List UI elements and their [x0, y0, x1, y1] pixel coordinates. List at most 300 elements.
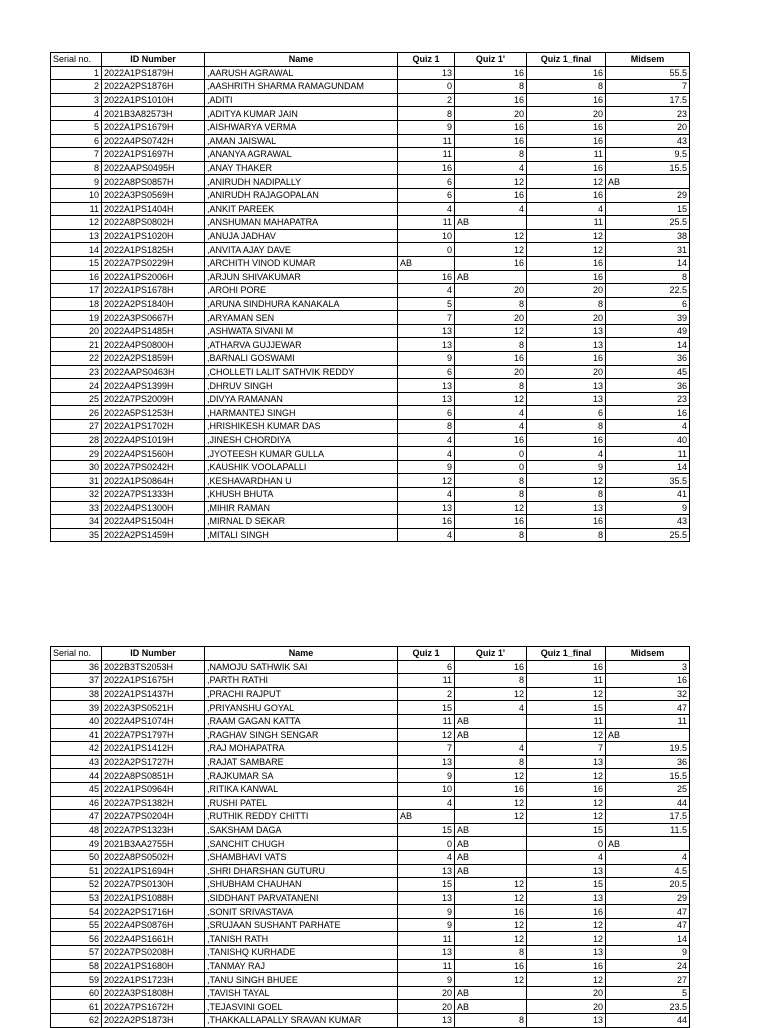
serial-cell: 6 — [51, 134, 102, 148]
midsem-cell: 25 — [606, 782, 690, 796]
name-cell: ,ASHWATA SIVANI M — [205, 324, 398, 338]
id-number-cell: 2022A7PS1382H — [102, 796, 205, 810]
id-number-cell: 2022A7PS0208H — [102, 946, 205, 960]
table-row — [51, 810, 690, 824]
id-number-cell: 2022A1PS1694H — [102, 864, 205, 878]
quiz1-final-cell: 16 — [527, 905, 606, 919]
serial-cell: 37 — [51, 674, 102, 688]
midsem-cell: 36 — [606, 755, 690, 769]
id-number-cell: 2022A1PS1088H — [102, 891, 205, 905]
quiz1-prime-cell: 8 — [455, 80, 527, 94]
id-number-cell: 2022A2PS1876H — [102, 80, 205, 94]
table-row — [51, 284, 690, 298]
quiz1-final-cell: 4 — [527, 447, 606, 461]
id-number-cell: 2022A7PS1672H — [102, 1000, 205, 1014]
quiz1-prime-cell: AB — [455, 986, 527, 1000]
quiz1-cell: 4 — [398, 528, 455, 542]
midsem-cell: 43 — [606, 134, 690, 148]
id-number-cell: 2022AAPS0463H — [102, 365, 205, 379]
serial-cell: 9 — [51, 175, 102, 189]
quiz1-cell: 4 — [398, 202, 455, 216]
name-cell: ,SHAMBHAVI VATS — [205, 850, 398, 864]
name-cell: ,SHRI DHARSHAN GUTURU — [205, 864, 398, 878]
midsem-cell: 4.5 — [606, 864, 690, 878]
quiz1-prime-cell: 8 — [455, 488, 527, 502]
quiz1-cell: 20 — [398, 1000, 455, 1014]
serial-cell: 2 — [51, 80, 102, 94]
quiz1-cell: 11 — [398, 959, 455, 973]
quiz1-final-cell: 16 — [527, 660, 606, 674]
name-cell: ,NAMOJU SATHWIK SAI — [205, 660, 398, 674]
quiz1-cell: 16 — [398, 161, 455, 175]
quiz1-cell: AB — [398, 810, 455, 824]
name-cell: ,RAGHAV SINGH SENGAR — [205, 728, 398, 742]
id-number-cell: 2022A4PS1399H — [102, 379, 205, 393]
midsem-cell: 38 — [606, 229, 690, 243]
quiz1-prime-cell: 12 — [455, 973, 527, 987]
midsem-cell: 14 — [606, 338, 690, 352]
quiz1-cell: 4 — [398, 796, 455, 810]
midsem-cell: 43 — [606, 515, 690, 529]
table-row — [51, 932, 690, 946]
name-cell: ,SANCHIT CHUGH — [205, 837, 398, 851]
id-number-cell: 2022A2PS1459H — [102, 528, 205, 542]
table-row — [51, 392, 690, 406]
quiz1-final-header: Quiz 1_final — [527, 647, 606, 661]
id-number-cell: 2022A4PS0742H — [102, 134, 205, 148]
quiz1-prime-cell: 16 — [455, 66, 527, 80]
name-cell: ,AASHRITH SHARMA RAMAGUNDAM — [205, 80, 398, 94]
id-number-cell: 2022A1PS1697H — [102, 148, 205, 162]
id-number-cell: 2022B3TS2053H — [102, 660, 205, 674]
midsem-cell: 14 — [606, 256, 690, 270]
name-cell: ,AISHWARYA VERMA — [205, 120, 398, 134]
quiz1-prime-cell: 16 — [455, 188, 527, 202]
quiz1-cell: 6 — [398, 660, 455, 674]
quiz1-prime-cell: 16 — [455, 959, 527, 973]
midsem-cell: AB — [606, 837, 690, 851]
serial-cell: 31 — [51, 474, 102, 488]
id-number-cell: 2022A8PS0851H — [102, 769, 205, 783]
serial-cell: 27 — [51, 420, 102, 434]
serial-cell: 48 — [51, 823, 102, 837]
midsem-cell: 15 — [606, 202, 690, 216]
quiz1-prime-cell: 4 — [455, 161, 527, 175]
quiz1-prime-cell: 20 — [455, 284, 527, 298]
quiz1-prime-cell: 8 — [455, 297, 527, 311]
name-cell: ,ARUNA SINDHURA KANAKALA — [205, 297, 398, 311]
quiz1-final-cell: 16 — [527, 120, 606, 134]
name-cell: ,ARCHITH VINOD KUMAR — [205, 256, 398, 270]
quiz1-final-cell: 15 — [527, 823, 606, 837]
serial-cell: 58 — [51, 959, 102, 973]
name-cell: ,ARYAMAN SEN — [205, 311, 398, 325]
quiz1-prime-cell: 12 — [455, 918, 527, 932]
midsem-cell: 16 — [606, 406, 690, 420]
serial-cell: 42 — [51, 742, 102, 756]
serial-cell: 1 — [51, 66, 102, 80]
name-cell: ,PRACHI RAJPUT — [205, 687, 398, 701]
name-cell: ,KAUSHIK VOOLAPALLI — [205, 460, 398, 474]
name-cell: ,TEJASVINI GOEL — [205, 1000, 398, 1014]
serial-cell: 44 — [51, 769, 102, 783]
quiz1-prime-cell: AB — [455, 823, 527, 837]
quiz1-prime-cell: AB — [455, 864, 527, 878]
quiz1-cell: 7 — [398, 742, 455, 756]
quiz1-cell: 9 — [398, 905, 455, 919]
name-cell: ,TANISH RATH — [205, 932, 398, 946]
quiz1-cell: 0 — [398, 837, 455, 851]
quiz1-final-cell: 16 — [527, 782, 606, 796]
id-number-cell: 2022A5PS1253H — [102, 406, 205, 420]
quiz1-cell: 8 — [398, 420, 455, 434]
serial-cell: 41 — [51, 728, 102, 742]
table-row — [51, 161, 690, 175]
quiz1-final-cell: 13 — [527, 392, 606, 406]
id-number-header: ID Number — [102, 53, 205, 67]
midsem-cell: 9 — [606, 501, 690, 515]
quiz1-prime-cell: 12 — [455, 175, 527, 189]
id-number-cell: 2022A1PS1412H — [102, 742, 205, 756]
quiz1-cell: 20 — [398, 986, 455, 1000]
name-cell: ,ANUJA JADHAV — [205, 229, 398, 243]
quiz1-final-cell: 13 — [527, 891, 606, 905]
table-row — [51, 338, 690, 352]
name-cell: ,ADITYA KUMAR JAIN — [205, 107, 398, 121]
quiz1-prime-cell: 8 — [455, 674, 527, 688]
table-row — [51, 1000, 690, 1014]
quiz1-cell: 6 — [398, 188, 455, 202]
quiz1-final-cell: 13 — [527, 324, 606, 338]
table-row — [51, 837, 690, 851]
quiz1-cell: 13 — [398, 66, 455, 80]
midsem-cell: 44 — [606, 796, 690, 810]
quiz1-final-cell: 16 — [527, 161, 606, 175]
quiz1-prime-cell: 8 — [455, 1014, 527, 1028]
name-cell: ,AARUSH AGRAWAL — [205, 66, 398, 80]
id-number-cell: 2022A8PS0857H — [102, 175, 205, 189]
table-row — [51, 474, 690, 488]
serial-cell: 15 — [51, 256, 102, 270]
name-cell: ,ANAY THAKER — [205, 161, 398, 175]
quiz1-prime-cell: 4 — [455, 406, 527, 420]
id-number-cell: 2022A3PS0667H — [102, 311, 205, 325]
quiz1-header: Quiz 1 — [398, 647, 455, 661]
name-cell: ,JYOTEESH KUMAR GULLA — [205, 447, 398, 461]
midsem-cell: 35.5 — [606, 474, 690, 488]
quiz1-prime-cell: 16 — [455, 433, 527, 447]
serial-cell: 50 — [51, 850, 102, 864]
quiz1-prime-cell: 16 — [455, 120, 527, 134]
quiz1-final-cell: 12 — [527, 932, 606, 946]
id-number-cell: 2022A1PS1010H — [102, 93, 205, 107]
id-number-cell: 2022A7PS0229H — [102, 256, 205, 270]
quiz1-final-cell: 11 — [527, 148, 606, 162]
quiz1-cell: 9 — [398, 120, 455, 134]
quiz1-final-cell: 12 — [527, 796, 606, 810]
id-number-cell: 2022A1PS1825H — [102, 243, 205, 257]
table-row — [51, 93, 690, 107]
quiz1-prime-cell: AB — [455, 216, 527, 230]
quiz1-final-cell: 13 — [527, 946, 606, 960]
midsem-cell: 17.5 — [606, 810, 690, 824]
id-number-cell: 2022A1PS1675H — [102, 674, 205, 688]
quiz1-final-cell: 8 — [527, 297, 606, 311]
quiz1-prime-cell: AB — [455, 270, 527, 284]
name-cell: ,SAKSHAM DAGA — [205, 823, 398, 837]
name-cell: ,AROHI PORE — [205, 284, 398, 298]
table-row — [51, 742, 690, 756]
midsem-cell: 7 — [606, 80, 690, 94]
quiz1-cell: 13 — [398, 379, 455, 393]
quiz1-cell: 13 — [398, 324, 455, 338]
midsem-cell: 55.5 — [606, 66, 690, 80]
name-cell: ,TANU SINGH BHUEE — [205, 973, 398, 987]
quiz1-cell: 13 — [398, 1014, 455, 1028]
midsem-cell: 44 — [606, 1014, 690, 1028]
quiz1-prime-cell: 12 — [455, 932, 527, 946]
quiz1-final-cell: 7 — [527, 742, 606, 756]
quiz1-final-cell: 13 — [527, 1014, 606, 1028]
quiz1-prime-cell: AB — [455, 714, 527, 728]
quiz1-cell: 4 — [398, 447, 455, 461]
midsem-cell: 16 — [606, 674, 690, 688]
quiz1-cell: 9 — [398, 352, 455, 366]
quiz1-final-cell: 16 — [527, 352, 606, 366]
quiz1-final-header: Quiz 1_final — [527, 53, 606, 67]
table-row — [51, 864, 690, 878]
serial-cell: 26 — [51, 406, 102, 420]
quiz1-final-cell: 12 — [527, 918, 606, 932]
midsem-cell: 5 — [606, 986, 690, 1000]
name-cell: ,JINESH CHORDIYA — [205, 433, 398, 447]
serial-cell: 57 — [51, 946, 102, 960]
serial-cell: 10 — [51, 188, 102, 202]
name-header: Name — [205, 647, 398, 661]
midsem-cell: 36 — [606, 379, 690, 393]
quiz1-prime-cell: 12 — [455, 392, 527, 406]
quiz1-cell: 9 — [398, 973, 455, 987]
table-row — [51, 406, 690, 420]
id-number-cell: 2022A4PS1560H — [102, 447, 205, 461]
quiz1-cell: 15 — [398, 878, 455, 892]
quiz1-prime-cell: 4 — [455, 202, 527, 216]
marks-table-2 — [50, 646, 690, 1028]
midsem-cell: 11 — [606, 447, 690, 461]
quiz1-final-cell: 16 — [527, 959, 606, 973]
name-cell: ,ANIRUDH RAJAGOPALAN — [205, 188, 398, 202]
name-cell: ,ANANYA AGRAWAL — [205, 148, 398, 162]
name-cell: ,HRISHIKESH KUMAR DAS — [205, 420, 398, 434]
table-row — [51, 352, 690, 366]
id-number-cell: 2022A4PS1485H — [102, 324, 205, 338]
serial-cell: 11 — [51, 202, 102, 216]
name-cell: ,CHOLLETI LALIT SATHVIK REDDY — [205, 365, 398, 379]
quiz1-cell: 6 — [398, 175, 455, 189]
table-row — [51, 515, 690, 529]
midsem-cell: 19.5 — [606, 742, 690, 756]
midsem-cell: 27 — [606, 973, 690, 987]
midsem-cell: 20 — [606, 120, 690, 134]
quiz1-cell: 13 — [398, 891, 455, 905]
quiz1-cell: 9 — [398, 918, 455, 932]
midsem-cell: 39 — [606, 311, 690, 325]
id-number-cell: 2022A8PS0502H — [102, 850, 205, 864]
midsem-cell: 9 — [606, 946, 690, 960]
serial-cell: 29 — [51, 447, 102, 461]
quiz1-final-cell: 13 — [527, 338, 606, 352]
table-row — [51, 202, 690, 216]
quiz1-cell: 13 — [398, 392, 455, 406]
table-row — [51, 216, 690, 230]
id-number-cell: 2022A4PS0800H — [102, 338, 205, 352]
table-row — [51, 447, 690, 461]
quiz1-prime-cell: 4 — [455, 701, 527, 715]
serial-cell: 12 — [51, 216, 102, 230]
quiz1-prime-cell: 16 — [455, 905, 527, 919]
quiz1-final-cell: 16 — [527, 270, 606, 284]
quiz1-final-cell: 9 — [527, 460, 606, 474]
quiz1-cell: 4 — [398, 433, 455, 447]
quiz1-cell: 9 — [398, 769, 455, 783]
table-row — [51, 433, 690, 447]
quiz1-prime-cell: 12 — [455, 229, 527, 243]
id-number-header: ID Number — [102, 647, 205, 661]
table-row — [51, 891, 690, 905]
name-cell: ,DHRUV SINGH — [205, 379, 398, 393]
midsem-cell: 8 — [606, 270, 690, 284]
serial-cell: 38 — [51, 687, 102, 701]
serial-cell: 14 — [51, 243, 102, 257]
quiz1-final-cell: 8 — [527, 528, 606, 542]
serial-header: Serial no. — [51, 647, 102, 661]
quiz1-prime-cell: 16 — [455, 782, 527, 796]
table-row — [51, 243, 690, 257]
id-number-cell: 2022A2PS1727H — [102, 755, 205, 769]
quiz1-prime-cell: 0 — [455, 447, 527, 461]
quiz1-prime-cell: 12 — [455, 769, 527, 783]
midsem-cell: 23 — [606, 107, 690, 121]
midsem-cell: 49 — [606, 324, 690, 338]
serial-cell: 43 — [51, 755, 102, 769]
id-number-cell: 2022A2PS1840H — [102, 297, 205, 311]
serial-cell: 54 — [51, 905, 102, 919]
quiz1-final-cell: 11 — [527, 674, 606, 688]
quiz1-final-cell: 20 — [527, 986, 606, 1000]
id-number-cell: 2022A7PS0204H — [102, 810, 205, 824]
quiz1-final-cell: 12 — [527, 973, 606, 987]
quiz1-cell: 11 — [398, 714, 455, 728]
quiz1-final-cell: 20 — [527, 1000, 606, 1014]
midsem-cell: 47 — [606, 905, 690, 919]
midsem-cell: 4 — [606, 850, 690, 864]
serial-cell: 40 — [51, 714, 102, 728]
name-cell: ,RITIKA KANWAL — [205, 782, 398, 796]
quiz1-cell: 13 — [398, 864, 455, 878]
table-row — [51, 728, 690, 742]
midsem-cell: 47 — [606, 701, 690, 715]
serial-header: Serial no. — [51, 53, 102, 67]
quiz1-final-cell: 12 — [527, 175, 606, 189]
quiz1-final-cell: 8 — [527, 488, 606, 502]
table-row — [51, 528, 690, 542]
table-row — [51, 148, 690, 162]
quiz1-prime-cell: 0 — [455, 460, 527, 474]
midsem-cell: 20.5 — [606, 878, 690, 892]
quiz1-cell: 13 — [398, 946, 455, 960]
id-number-cell: 2022A4PS1019H — [102, 433, 205, 447]
name-cell: ,AMAN JAISWAL — [205, 134, 398, 148]
name-header: Name — [205, 53, 398, 67]
serial-cell: 36 — [51, 660, 102, 674]
name-cell: ,ANKIT PAREEK — [205, 202, 398, 216]
quiz1-cell: 13 — [398, 338, 455, 352]
quiz1-final-cell: 12 — [527, 728, 606, 742]
serial-cell: 22 — [51, 352, 102, 366]
midsem-cell: 22.5 — [606, 284, 690, 298]
quiz1-cell: 12 — [398, 728, 455, 742]
id-number-cell: 2022A2PS1716H — [102, 905, 205, 919]
serial-cell: 49 — [51, 837, 102, 851]
table-row — [51, 379, 690, 393]
quiz1-prime-cell: 8 — [455, 528, 527, 542]
name-cell: ,ANSHUMAN MAHAPATRA — [205, 216, 398, 230]
table-row — [51, 796, 690, 810]
serial-cell: 8 — [51, 161, 102, 175]
name-cell: ,HARMANTEJ SINGH — [205, 406, 398, 420]
serial-cell: 3 — [51, 93, 102, 107]
table-row — [51, 701, 690, 715]
table-row — [51, 120, 690, 134]
name-cell: ,TANISHQ KURHADE — [205, 946, 398, 960]
quiz1-prime-cell: AB — [455, 837, 527, 851]
name-cell: ,ARJUN SHIVAKUMAR — [205, 270, 398, 284]
table-row — [51, 256, 690, 270]
serial-cell: 24 — [51, 379, 102, 393]
quiz1-final-cell: 15 — [527, 701, 606, 715]
quiz1-cell: AB — [398, 256, 455, 270]
table-row — [51, 229, 690, 243]
serial-cell: 4 — [51, 107, 102, 121]
table-row — [51, 782, 690, 796]
table-row — [51, 270, 690, 284]
table-row — [51, 66, 690, 80]
quiz1-prime-cell: 8 — [455, 379, 527, 393]
quiz1-final-cell: 12 — [527, 229, 606, 243]
id-number-cell: 2022A7PS1797H — [102, 728, 205, 742]
table-row — [51, 311, 690, 325]
table-body — [51, 660, 690, 1027]
name-cell: ,ANIRUDH NADIPALLY — [205, 175, 398, 189]
quiz1-final-cell: 12 — [527, 243, 606, 257]
quiz1-final-cell: 13 — [527, 501, 606, 515]
quiz1-cell: 7 — [398, 311, 455, 325]
quiz1-prime-cell: AB — [455, 728, 527, 742]
midsem-cell: 25.5 — [606, 528, 690, 542]
quiz1-final-cell: 8 — [527, 420, 606, 434]
table-row — [51, 365, 690, 379]
serial-cell: 34 — [51, 515, 102, 529]
id-number-cell: 2022A4PS1300H — [102, 501, 205, 515]
id-number-cell: 2022A3PS0521H — [102, 701, 205, 715]
table-row — [51, 501, 690, 515]
id-number-cell: 2022A1PS1723H — [102, 973, 205, 987]
table-row — [51, 905, 690, 919]
name-cell: ,KHUSH BHUTA — [205, 488, 398, 502]
midsem-cell: 29 — [606, 891, 690, 905]
id-number-cell: 2022A4PS1661H — [102, 932, 205, 946]
serial-cell: 33 — [51, 501, 102, 515]
